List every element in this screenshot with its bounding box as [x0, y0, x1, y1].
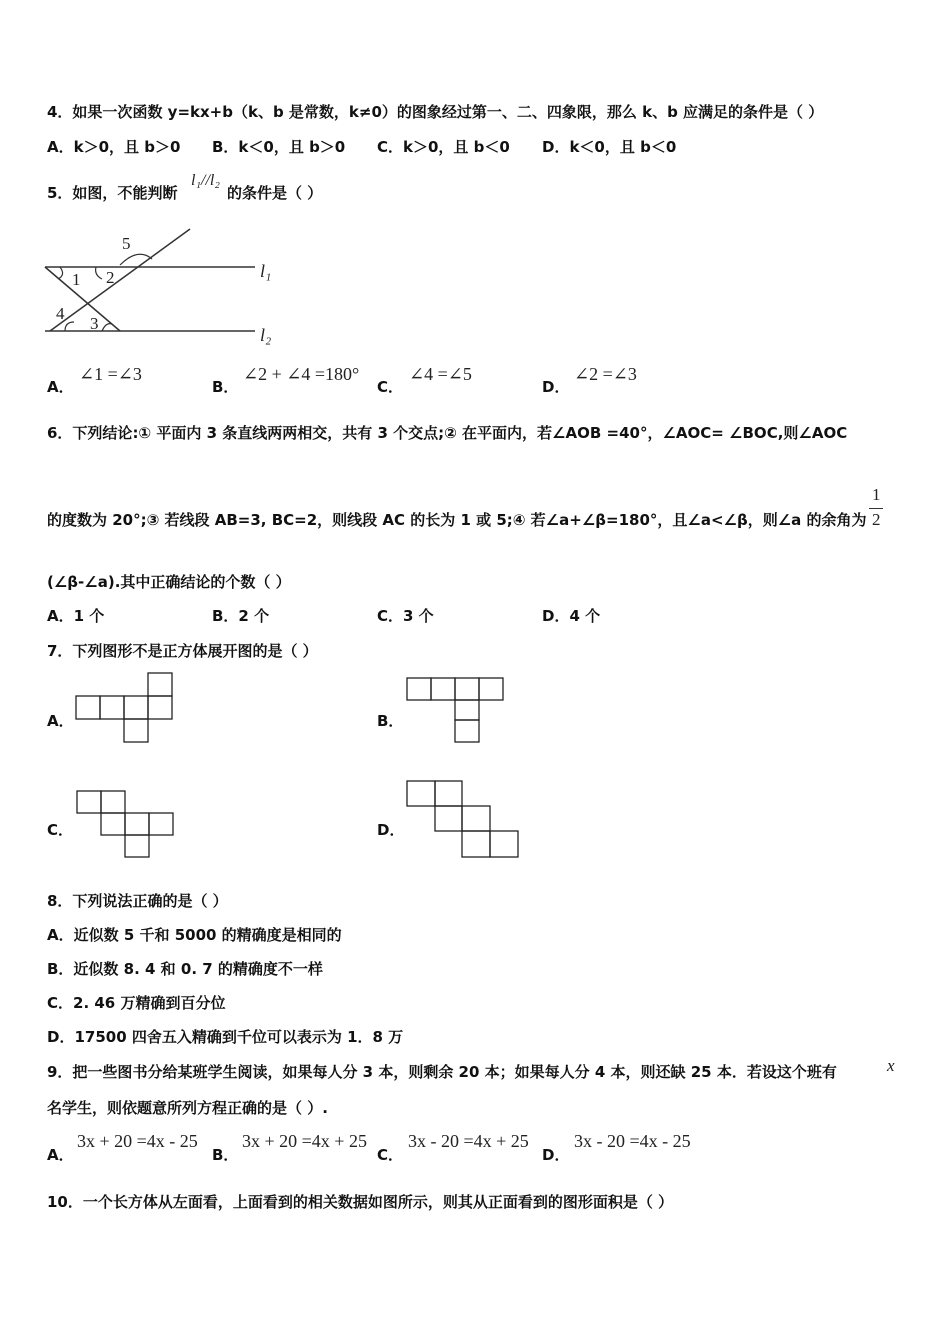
q5-option-letter-a: A． — [47, 378, 74, 396]
q8-stem: 8．下列说法正确的是（ ） — [47, 892, 228, 910]
q9-option-b: 3x + 20 =4x + 25 — [242, 1131, 367, 1151]
q6-option-d: D．4 个 — [542, 607, 601, 625]
q7-option-letter-b: B． — [377, 712, 404, 730]
q5-option-letter-c: C． — [377, 378, 404, 396]
q5-option-d: ∠2 =∠3 — [574, 364, 637, 384]
q4-option-b: B．k＜0，且 b＞0 — [212, 138, 346, 156]
q8-option-b: B．近似数 8. 4 和 0. 7 的精确度不一样 — [47, 960, 323, 978]
q6-line-1: 6．下列结论:① 平面内 3 条直线两两相交，共有 3 个交点;② 在平面内，若∠AOB =40°，∠AOC= ∠BOC,则∠AOC — [47, 424, 848, 442]
q5-option-b: ∠2 + ∠4 =180° — [243, 364, 360, 384]
q5-option-c: ∠4 =∠5 — [409, 364, 472, 384]
q4-option-a: A．k＞0，且 b＞0 — [47, 138, 181, 156]
q7-option-letter-c: C． — [47, 821, 74, 839]
q8-option-d: D．17500 四舍五入精确到千位可以表示为 1．8 万 — [47, 1028, 404, 1046]
q5-option-a: ∠1 =∠3 — [79, 364, 142, 384]
q6-option-b: B．2 个 — [212, 607, 270, 625]
q7-net-b — [406, 677, 506, 745]
q9-option-c: 3x - 20 =4x + 25 — [408, 1131, 529, 1151]
q6-line-3: (∠β-∠a).其中正确结论的个数（ ） — [47, 573, 291, 591]
q6-fraction-denominator: 2 — [872, 510, 881, 529]
q5-option-letter-d: D． — [542, 378, 570, 396]
q8-option-a: A．近似数 5 千和 5000 的精确度是相同的 — [47, 926, 342, 944]
q6-fraction-numerator: 1 — [872, 485, 881, 504]
q9-line-1: 9．把一些图书分给某班学生阅读，如果每人分 3 本，则剩余 20 本；如果每人分 4 本，则还缺 25 本．若设这个班有 — [47, 1063, 837, 1081]
q7-stem: 7．下列图形不是正方体展开图的是（ ） — [47, 642, 318, 660]
q6-fraction-bar — [869, 508, 883, 509]
q6-fraction — [868, 485, 886, 533]
q5-figure-label: l₂ — [260, 325, 272, 345]
q9-option-letter-b: B． — [212, 1146, 239, 1164]
q9-line-2: 名学生，则依题意所列方程正确的是（ ）. — [47, 1099, 328, 1117]
q9-option-d: 3x - 20 =4x - 25 — [574, 1131, 691, 1151]
q4-stem: 4．如果一次函数 y=kx+b（k、b 是常数，k≠0）的图象经过第一、二、四象限，那么 k、b 应满足的条件是（ ） — [47, 103, 824, 121]
q7-net-c — [76, 790, 176, 860]
q9-option-letter-d: D． — [542, 1146, 570, 1164]
q5-stem-suffix: 的条件是（ ） — [227, 184, 323, 202]
q5-parallel-lines-figure — [40, 225, 290, 350]
q5-figure-label: 4 — [56, 304, 65, 323]
q5-figure-label: 5 — [122, 234, 131, 253]
q5-figure-label: l₁ — [260, 261, 272, 281]
q9-option-letter-a: A． — [47, 1146, 74, 1164]
q9-option-a: 3x + 20 =4x - 25 — [77, 1131, 198, 1151]
q5-figure-label: 1 — [72, 270, 81, 289]
q7-option-letter-d: D． — [377, 821, 405, 839]
q6-option-a: A．1 个 — [47, 607, 105, 625]
q9-option-letter-c: C． — [377, 1146, 404, 1164]
q10-stem: 10．一个长方体从左面看，上面看到的相关数据如图所示，则其从正面看到的图形面积是（ ） — [47, 1193, 674, 1211]
q6-option-c: C．3 个 — [377, 607, 434, 625]
q8-option-c: C．2. 46 万精确到百分位 — [47, 994, 226, 1012]
q5-stem-math: l₁//l₂ — [191, 172, 220, 189]
q7-net-a — [75, 672, 175, 744]
q9-variable: x — [887, 1056, 895, 1075]
q5-stem-prefix: 5．如图，不能判断 — [47, 184, 178, 202]
q4-option-c: C．k＞0，且 b＜0 — [377, 138, 510, 156]
q4-option-d: D．k＜0，且 b＜0 — [542, 138, 677, 156]
q6-line-2: 的度数为 20°;③ 若线段 AB=3, BC=2，则线段 AC 的长为 1 或 5;④ 若∠a+∠β=180°，且∠a<∠β，则∠a 的余角为 — [47, 511, 867, 529]
q5-figure-label: 2 — [106, 268, 115, 287]
q5-figure-label: 3 — [90, 314, 99, 333]
q5-option-letter-b: B． — [212, 378, 239, 396]
q7-option-letter-a: A． — [47, 712, 74, 730]
q7-net-d — [406, 780, 521, 860]
